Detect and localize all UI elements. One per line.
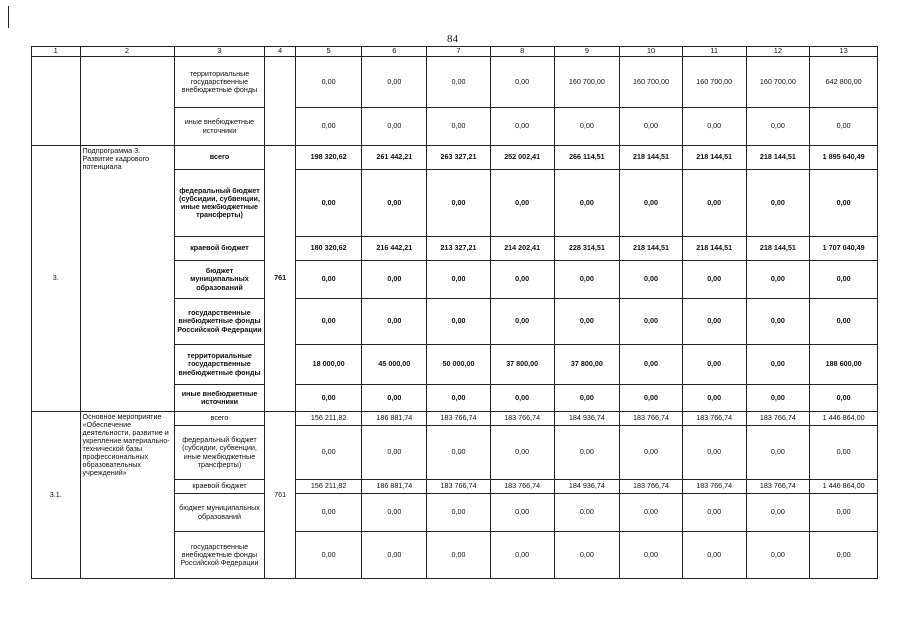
amount-cell: 0,00 — [746, 108, 810, 146]
row-number: 3. — [32, 146, 81, 412]
amount-cell: 0,00 — [746, 494, 810, 532]
table-row — [32, 412, 878, 426]
amount-cell: 156 211,82 — [295, 480, 362, 494]
amount-cell: 188 600,00 — [810, 345, 878, 385]
amount-cell: 0,00 — [490, 261, 554, 299]
amount-cell: 0,00 — [620, 532, 683, 579]
amount-cell: 0,00 — [682, 261, 746, 299]
amount-cell: 0,00 — [620, 108, 683, 146]
amount-cell: 183 766,74 — [427, 480, 491, 494]
amount-cell: 0,00 — [554, 494, 620, 532]
amount-cell: 0,00 — [362, 108, 427, 146]
row-name — [80, 57, 174, 146]
funding-source: всего — [174, 412, 265, 426]
amount-cell: 37 800,00 — [554, 345, 620, 385]
amount-cell: 186 881,74 — [362, 412, 427, 426]
amount-cell: 0,00 — [490, 532, 554, 579]
amount-cell: 0,00 — [362, 494, 427, 532]
amount-cell: 218 144,51 — [746, 237, 810, 261]
amount-cell: 218 144,51 — [746, 146, 810, 170]
funding-source: федеральный бюджет (субсидии, субвенции, иные межбюджетные трансферты) — [174, 426, 265, 480]
amount-cell: 186 881,74 — [362, 480, 427, 494]
amount-cell: 0,00 — [362, 170, 427, 237]
amount-cell: 0,00 — [620, 345, 683, 385]
row-name: Подпрограмма 3. Развитие кадрового потенциала — [80, 146, 174, 412]
funding-source: краевой бюджет — [174, 480, 265, 494]
amount-cell: 0,00 — [295, 494, 362, 532]
col-header: 9 — [554, 47, 620, 57]
block-subprogram-3 — [32, 146, 878, 412]
budget-table — [31, 46, 878, 579]
amount-cell: 0,00 — [295, 261, 362, 299]
row-name: Основное мероприятие «Обеспечение деятельности, развитие и укрепление материально-технической базы профессиональных образовательных учреждений» — [80, 412, 174, 579]
page-number: 84 — [447, 33, 458, 45]
block-measure-3-1 — [32, 412, 878, 579]
amount-cell: 0,00 — [295, 426, 362, 480]
amount-cell: 0,00 — [490, 426, 554, 480]
amount-cell: 0,00 — [295, 385, 362, 412]
funding-source: всего — [174, 146, 265, 170]
amount-cell: 0,00 — [746, 532, 810, 579]
amount-cell: 160 700,00 — [682, 57, 746, 108]
amount-cell: 0,00 — [620, 426, 683, 480]
amount-cell: 214 202,41 — [490, 237, 554, 261]
amount-cell: 0,00 — [810, 426, 878, 480]
funding-source: бюджет муниципальных образований — [174, 261, 265, 299]
amount-cell: 0,00 — [746, 299, 810, 345]
amount-cell: 37 800,00 — [490, 345, 554, 385]
amount-cell: 0,00 — [427, 170, 491, 237]
amount-cell: 160 700,00 — [746, 57, 810, 108]
row-number: 3.1. — [32, 412, 81, 579]
budget-code — [265, 57, 295, 146]
col-header: 12 — [746, 47, 810, 57]
amount-cell: 0,00 — [554, 170, 620, 237]
amount-cell: 218 144,51 — [682, 146, 746, 170]
amount-cell: 0,00 — [682, 299, 746, 345]
amount-cell: 642 800,00 — [810, 57, 878, 108]
amount-cell: 0,00 — [746, 261, 810, 299]
amount-cell: 0,00 — [554, 426, 620, 480]
funding-source: бюджет муниципальных образований — [174, 494, 265, 532]
amount-cell: 218 144,51 — [620, 237, 683, 261]
amount-cell: 0,00 — [746, 170, 810, 237]
amount-cell: 0,00 — [810, 299, 878, 345]
amount-cell: 213 327,21 — [427, 237, 491, 261]
header-row — [32, 47, 878, 57]
budget-code: 761 — [265, 146, 295, 412]
amount-cell: 0,00 — [682, 494, 746, 532]
amount-cell: 0,00 — [490, 57, 554, 108]
amount-cell: 0,00 — [682, 385, 746, 412]
amount-cell: 183 766,74 — [620, 480, 683, 494]
amount-cell: 0,00 — [362, 385, 427, 412]
amount-cell: 184 936,74 — [554, 412, 620, 426]
amount-cell: 0,00 — [554, 299, 620, 345]
amount-cell: 0,00 — [554, 385, 620, 412]
amount-cell: 0,00 — [746, 385, 810, 412]
amount-cell: 0,00 — [362, 532, 427, 579]
amount-cell: 0,00 — [427, 108, 491, 146]
col-header: 6 — [362, 47, 427, 57]
amount-cell: 218 144,51 — [620, 146, 683, 170]
amount-cell: 0,00 — [810, 108, 878, 146]
amount-cell: 0,00 — [554, 532, 620, 579]
amount-cell: 0,00 — [427, 57, 491, 108]
amount-cell: 252 002,41 — [490, 146, 554, 170]
amount-cell: 50 000,00 — [427, 345, 491, 385]
row-number — [32, 57, 81, 146]
col-header: 7 — [427, 47, 491, 57]
amount-cell: 1 446 864,00 — [810, 412, 878, 426]
amount-cell: 0,00 — [620, 494, 683, 532]
amount-cell: 0,00 — [295, 532, 362, 579]
funding-source: федеральный бюджет (субсидии, субвенции, иные межбюджетные трансферты) — [174, 170, 265, 237]
amount-cell: 0,00 — [295, 170, 362, 237]
amount-cell: 0,00 — [362, 299, 427, 345]
amount-cell: 1 707 040,49 — [810, 237, 878, 261]
amount-cell: 0,00 — [362, 57, 427, 108]
amount-cell: 183 766,74 — [427, 412, 491, 426]
amount-cell: 218 144,51 — [682, 237, 746, 261]
amount-cell: 0,00 — [620, 299, 683, 345]
amount-cell: 228 314,51 — [554, 237, 620, 261]
amount-cell: 183 766,74 — [682, 412, 746, 426]
amount-cell: 0,00 — [810, 170, 878, 237]
amount-cell: 261 442,21 — [362, 146, 427, 170]
amount-cell: 0,00 — [295, 299, 362, 345]
amount-cell: 0,00 — [810, 385, 878, 412]
budget-code: 761 — [265, 412, 295, 579]
amount-cell: 266 114,51 — [554, 146, 620, 170]
amount-cell: 0,00 — [554, 261, 620, 299]
amount-cell: 0,00 — [295, 57, 362, 108]
col-header: 1 — [32, 47, 81, 57]
amount-cell: 1 446 864,00 — [810, 480, 878, 494]
amount-cell: 0,00 — [490, 299, 554, 345]
amount-cell: 263 327,21 — [427, 146, 491, 170]
amount-cell: 0,00 — [746, 345, 810, 385]
amount-cell: 18 000,00 — [295, 345, 362, 385]
amount-cell: 0,00 — [427, 532, 491, 579]
amount-cell: 0,00 — [746, 426, 810, 480]
amount-cell: 0,00 — [362, 426, 427, 480]
amount-cell: 0,00 — [427, 494, 491, 532]
amount-cell: 198 320,62 — [295, 146, 362, 170]
table-row — [32, 146, 878, 170]
amount-cell: 0,00 — [427, 299, 491, 345]
col-header: 2 — [80, 47, 174, 57]
col-header: 5 — [295, 47, 362, 57]
amount-cell: 0,00 — [427, 261, 491, 299]
amount-cell: 183 766,74 — [490, 412, 554, 426]
amount-cell: 0,00 — [810, 532, 878, 579]
funding-source: территориальные государственные внебюджетные фонды — [174, 57, 265, 108]
amount-cell: 1 895 640,49 — [810, 146, 878, 170]
amount-cell: 0,00 — [682, 170, 746, 237]
amount-cell: 183 766,74 — [682, 480, 746, 494]
amount-cell: 0,00 — [490, 170, 554, 237]
table-row — [32, 57, 878, 108]
col-header: 13 — [810, 47, 878, 57]
amount-cell: 216 442,21 — [362, 237, 427, 261]
amount-cell: 0,00 — [490, 108, 554, 146]
funding-source: территориальные государственные внебюджетные фонды — [174, 345, 265, 385]
amount-cell: 0,00 — [620, 385, 683, 412]
amount-cell: 0,00 — [620, 170, 683, 237]
funding-source: иные внебюджетные источники — [174, 108, 265, 146]
amount-cell: 0,00 — [810, 261, 878, 299]
amount-cell: 184 936,74 — [554, 480, 620, 494]
amount-cell: 180 320,62 — [295, 237, 362, 261]
amount-cell: 0,00 — [427, 385, 491, 412]
funding-source: государственные внебюджетные фонды Российской Федерации — [174, 532, 265, 579]
col-header: 11 — [682, 47, 746, 57]
amount-cell: 45 000,00 — [362, 345, 427, 385]
amount-cell: 0,00 — [427, 426, 491, 480]
amount-cell: 183 766,74 — [746, 480, 810, 494]
funding-source: краевой бюджет — [174, 237, 265, 261]
amount-cell: 0,00 — [490, 385, 554, 412]
amount-cell: 160 700,00 — [620, 57, 683, 108]
col-header: 8 — [490, 47, 554, 57]
amount-cell: 0,00 — [490, 494, 554, 532]
col-header: 4 — [265, 47, 295, 57]
amount-cell: 0,00 — [295, 108, 362, 146]
amount-cell: 0,00 — [362, 261, 427, 299]
amount-cell: 160 700,00 — [554, 57, 620, 108]
block-continued — [32, 57, 878, 146]
amount-cell: 0,00 — [810, 494, 878, 532]
amount-cell: 183 766,74 — [746, 412, 810, 426]
amount-cell: 0,00 — [682, 532, 746, 579]
amount-cell: 0,00 — [620, 261, 683, 299]
funding-source: иные внебюджетные источники — [174, 385, 265, 412]
amount-cell: 0,00 — [682, 426, 746, 480]
amount-cell: 156 211,82 — [295, 412, 362, 426]
amount-cell: 183 766,74 — [490, 480, 554, 494]
col-header: 10 — [620, 47, 683, 57]
funding-source: государственные внебюджетные фонды Российской Федерации — [174, 299, 265, 345]
amount-cell: 0,00 — [554, 108, 620, 146]
amount-cell: 183 766,74 — [620, 412, 683, 426]
page-edge-mark — [8, 6, 9, 28]
amount-cell: 0,00 — [682, 345, 746, 385]
amount-cell: 0,00 — [682, 108, 746, 146]
col-header: 3 — [174, 47, 265, 57]
